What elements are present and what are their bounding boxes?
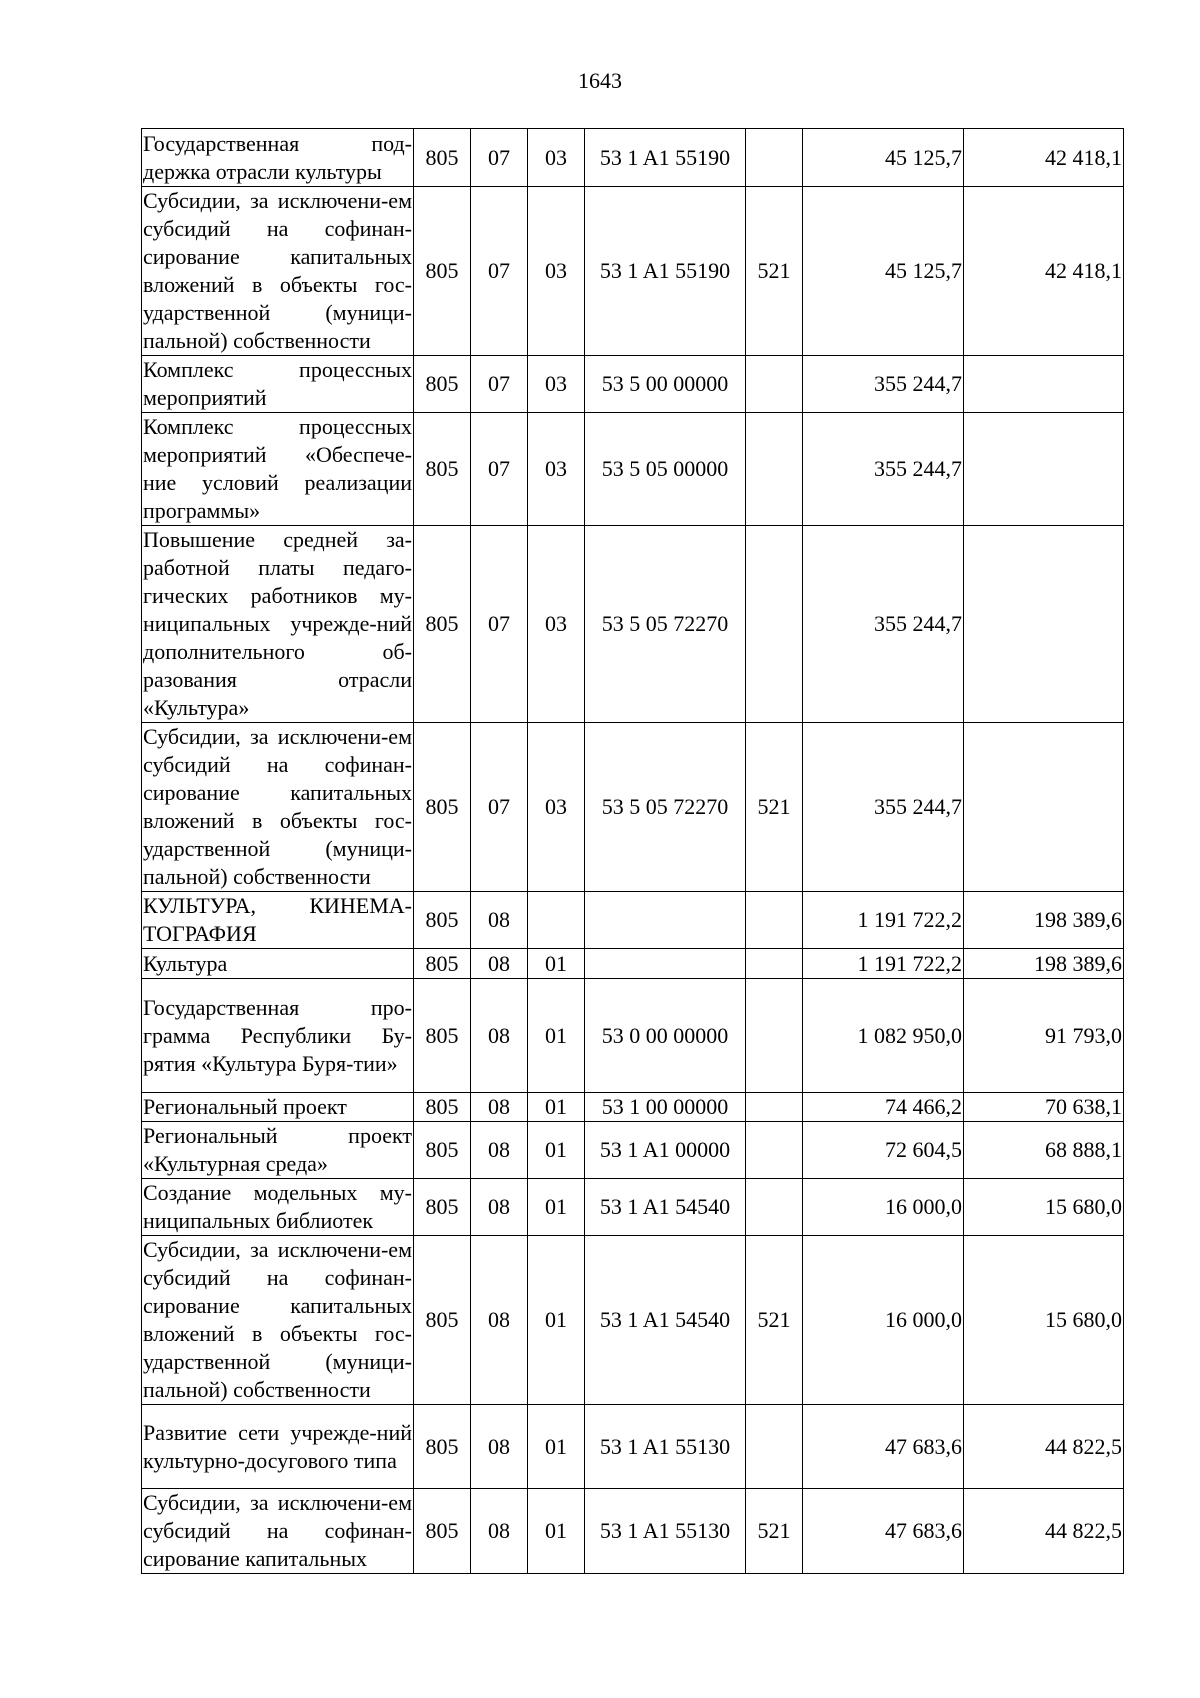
subsection-code-cell: 01 (528, 1122, 585, 1179)
target-item-code-cell: 53 1 A1 54540 (585, 1179, 746, 1236)
row-name-cell: КУЛЬТУРА, КИНЕМА-ТОГРАФИЯ (142, 892, 414, 949)
amount-1-cell: 74 466,2 (803, 1093, 964, 1122)
subsection-code-cell: 03 (528, 129, 585, 187)
target-item-code-cell: 53 5 05 72270 (585, 723, 746, 892)
target-item-code-cell: 53 5 05 72270 (585, 526, 746, 723)
table-row (142, 1489, 1124, 1574)
ved-code-cell: 805 (414, 892, 471, 949)
row-name-cell: Развитие сети учрежде-ний культурно-досугового типа (142, 1405, 414, 1489)
section-code-cell: 08 (471, 1489, 528, 1574)
subsection-code-cell: 01 (528, 1405, 585, 1489)
target-item-code-cell (585, 892, 746, 949)
section-code-cell: 08 (471, 1179, 528, 1236)
section-code-cell: 07 (471, 413, 528, 526)
subsection-code-cell: 03 (528, 187, 585, 356)
target-item-code-cell: 53 1 A1 54540 (585, 1236, 746, 1405)
ved-code-cell: 805 (414, 1122, 471, 1179)
ved-code-cell: 805 (414, 979, 471, 1093)
row-name-cell: Субсидии, за исключени-ем субсидий на софинан-сирование капитальных вложений в объекты гос-ударственной (муници-пальной) собственности (142, 1236, 414, 1405)
section-code-cell: 08 (471, 979, 528, 1093)
target-item-code-cell: 53 1 A1 55130 (585, 1489, 746, 1574)
amount-1-cell: 355 244,7 (803, 356, 964, 413)
amount-1-cell: 355 244,7 (803, 526, 964, 723)
expense-type-code-cell: 521 (746, 1489, 803, 1574)
table-row (142, 526, 1124, 723)
expense-type-code-cell (746, 413, 803, 526)
row-name-cell: Создание модельных му-ниципальных библиотек (142, 1179, 414, 1236)
subsection-code-cell: 03 (528, 526, 585, 723)
target-item-code-cell: 53 0 00 00000 (585, 979, 746, 1093)
row-name-cell: Культура (142, 949, 414, 979)
ved-code-cell: 805 (414, 413, 471, 526)
amount-2-cell (964, 413, 1124, 526)
section-code-cell: 08 (471, 1093, 528, 1122)
table-row (142, 1405, 1124, 1489)
expense-type-code-cell (746, 356, 803, 413)
expense-type-code-cell: 521 (746, 1236, 803, 1405)
amount-1-cell: 355 244,7 (803, 723, 964, 892)
amount-2-cell: 44 822,5 (964, 1489, 1124, 1574)
table-row (142, 723, 1124, 892)
expense-type-code-cell (746, 129, 803, 187)
subsection-code-cell: 03 (528, 723, 585, 892)
section-code-cell: 08 (471, 1122, 528, 1179)
row-name-cell: Комплекс процессных мероприятий «Обеспече-ние условий реализации программы» (142, 413, 414, 526)
amount-2-cell: 70 638,1 (964, 1093, 1124, 1122)
subsection-code-cell: 01 (528, 1093, 585, 1122)
amount-1-cell: 1 191 722,2 (803, 949, 964, 979)
ved-code-cell: 805 (414, 723, 471, 892)
section-code-cell: 07 (471, 187, 528, 356)
row-name-cell: Повышение средней за-работной платы педаго-гических работников му-ниципальных учрежде-ний дополнительного об-разования отрасли «Культура» (142, 526, 414, 723)
amount-1-cell: 72 604,5 (803, 1122, 964, 1179)
amount-1-cell: 16 000,0 (803, 1179, 964, 1236)
row-name-cell: Субсидии, за исключени-ем субсидий на софинан-сирование капитальных (142, 1489, 414, 1574)
table-row (142, 187, 1124, 356)
target-item-code-cell (585, 949, 746, 979)
subsection-code-cell: 01 (528, 1179, 585, 1236)
table-row (142, 892, 1124, 949)
ved-code-cell: 805 (414, 949, 471, 979)
amount-1-cell: 45 125,7 (803, 129, 964, 187)
ved-code-cell: 805 (414, 1179, 471, 1236)
section-code-cell: 07 (471, 723, 528, 892)
amount-2-cell: 42 418,1 (964, 187, 1124, 356)
subsection-code-cell (528, 892, 585, 949)
expense-type-code-cell (746, 892, 803, 949)
expense-type-code-cell (746, 979, 803, 1093)
row-name-cell: Субсидии, за исключени-ем субсидий на софинан-сирование капитальных вложений в объекты гос-ударственной (муници-пальной) собственности (142, 187, 414, 356)
expense-type-code-cell (746, 526, 803, 723)
table-row (142, 356, 1124, 413)
ved-code-cell: 805 (414, 1236, 471, 1405)
ved-code-cell: 805 (414, 1405, 471, 1489)
amount-2-cell: 91 793,0 (964, 979, 1124, 1093)
expense-type-code-cell (746, 949, 803, 979)
amount-1-cell: 47 683,6 (803, 1405, 964, 1489)
subsection-code-cell: 01 (528, 949, 585, 979)
section-code-cell: 07 (471, 129, 528, 187)
amount-1-cell: 45 125,7 (803, 187, 964, 356)
expense-type-code-cell (746, 1093, 803, 1122)
amount-2-cell: 198 389,6 (964, 949, 1124, 979)
section-code-cell: 08 (471, 1405, 528, 1489)
subsection-code-cell: 01 (528, 979, 585, 1093)
section-code-cell: 07 (471, 526, 528, 723)
ved-code-cell: 805 (414, 526, 471, 723)
expense-type-code-cell: 521 (746, 723, 803, 892)
ved-code-cell: 805 (414, 187, 471, 356)
ved-code-cell: 805 (414, 1489, 471, 1574)
table-row (142, 1122, 1124, 1179)
amount-2-cell: 15 680,0 (964, 1179, 1124, 1236)
row-name-cell: Государственная про-грамма Республики Бу-рятия «Культура Буря-тии» (142, 979, 414, 1093)
target-item-code-cell: 53 1 00 00000 (585, 1093, 746, 1122)
amount-1-cell: 1 082 950,0 (803, 979, 964, 1093)
ved-code-cell: 805 (414, 356, 471, 413)
amount-2-cell (964, 526, 1124, 723)
table-row (142, 1093, 1124, 1122)
row-name-cell: Субсидии, за исключени-ем субсидий на софинан-сирование капитальных вложений в объекты гос-ударственной (муници-пальной) собственности (142, 723, 414, 892)
budget-table (141, 128, 1124, 1574)
ved-code-cell: 805 (414, 1093, 471, 1122)
target-item-code-cell: 53 5 05 00000 (585, 413, 746, 526)
amount-1-cell: 1 191 722,2 (803, 892, 964, 949)
amount-2-cell (964, 356, 1124, 413)
subsection-code-cell: 03 (528, 413, 585, 526)
target-item-code-cell: 53 1 A1 00000 (585, 1122, 746, 1179)
row-name-cell: Государственная под-держка отрасли культуры (142, 129, 414, 187)
expense-type-code-cell: 521 (746, 187, 803, 356)
section-code-cell: 07 (471, 356, 528, 413)
target-item-code-cell: 53 1 A1 55130 (585, 1405, 746, 1489)
page-number: 1643 (578, 68, 622, 93)
row-name-cell: Региональный проект «Культурная среда» (142, 1122, 414, 1179)
subsection-code-cell: 03 (528, 356, 585, 413)
amount-1-cell: 16 000,0 (803, 1236, 964, 1405)
amount-2-cell: 42 418,1 (964, 129, 1124, 187)
amount-2-cell: 15 680,0 (964, 1236, 1124, 1405)
table-row (142, 979, 1124, 1093)
target-item-code-cell: 53 5 00 00000 (585, 356, 746, 413)
table-row (142, 1236, 1124, 1405)
amount-2-cell (964, 723, 1124, 892)
amount-1-cell: 355 244,7 (803, 413, 964, 526)
amount-1-cell: 47 683,6 (803, 1489, 964, 1574)
ved-code-cell: 805 (414, 129, 471, 187)
section-code-cell: 08 (471, 892, 528, 949)
table-row (142, 949, 1124, 979)
subsection-code-cell: 01 (528, 1489, 585, 1574)
amount-2-cell: 68 888,1 (964, 1122, 1124, 1179)
expense-type-code-cell (746, 1405, 803, 1489)
section-code-cell: 08 (471, 1236, 528, 1405)
table-row (142, 1179, 1124, 1236)
amount-2-cell: 198 389,6 (964, 892, 1124, 949)
table-row (142, 413, 1124, 526)
row-name-cell: Региональный проект (142, 1093, 414, 1122)
target-item-code-cell: 53 1 A1 55190 (585, 187, 746, 356)
table-row (142, 129, 1124, 187)
amount-2-cell: 44 822,5 (964, 1405, 1124, 1489)
subsection-code-cell: 01 (528, 1236, 585, 1405)
section-code-cell: 08 (471, 949, 528, 979)
target-item-code-cell: 53 1 A1 55190 (585, 129, 746, 187)
expense-type-code-cell (746, 1122, 803, 1179)
row-name-cell: Комплекс процессных мероприятий (142, 356, 414, 413)
expense-type-code-cell (746, 1179, 803, 1236)
table-body (142, 129, 1124, 1574)
